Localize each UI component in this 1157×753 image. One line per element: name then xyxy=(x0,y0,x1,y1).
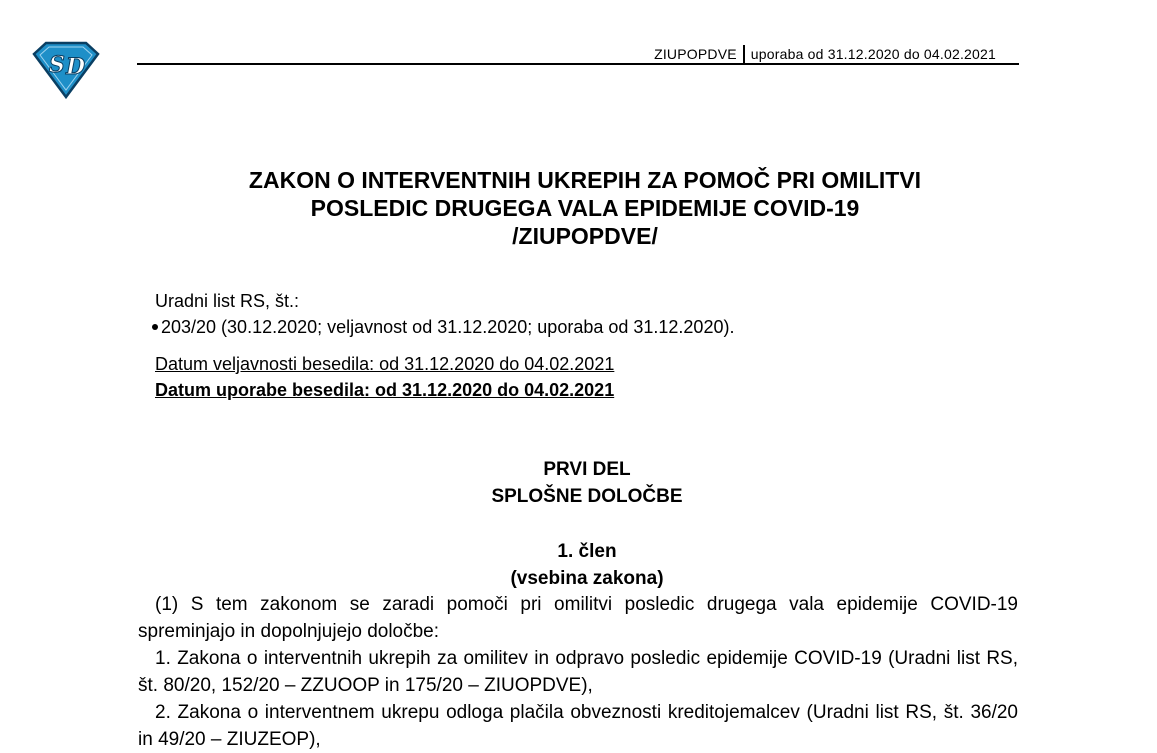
title-line-3: /ZIUPOPDVE/ xyxy=(512,223,658,249)
header-period: uporaba od 31.12.2020 do 04.02.2021 xyxy=(750,46,996,62)
title-line-2: POSLEDIC DRUGEGA VALA EPIDEMIJE COVID-19 xyxy=(310,195,860,221)
running-header xyxy=(540,45,996,63)
validity-date: Datum veljavnosti besedila: od 31.12.2020 do 04.02.2021 xyxy=(155,354,615,374)
part-number: PRVI DEL xyxy=(543,459,631,480)
bullet-icon xyxy=(152,324,158,330)
title-line-1: ZAKON O INTERVENTNIH UKREPIH ZA POMOČ PRI OMILITVI xyxy=(248,167,922,193)
article-body xyxy=(138,591,1018,753)
publication-item xyxy=(152,314,734,340)
article-number: 1. člen xyxy=(557,541,617,562)
article-heading xyxy=(300,538,874,592)
document-title xyxy=(160,166,1010,250)
part-name: SPLOŠNE DOLOČBE xyxy=(491,486,683,507)
svg-text:D: D xyxy=(66,54,86,80)
paragraph: 2. Zakona o interventnem ukrepu odloga plačila obveznosti kreditojemalcev (Uradni list RS, št. 36/20 in 49/20 – ZIUZEOP), xyxy=(138,702,1018,750)
header-abbrev: ZIUPOPDVE xyxy=(654,46,737,62)
publication-info xyxy=(155,288,734,340)
header-rule xyxy=(137,63,1019,65)
header-separator xyxy=(743,45,745,63)
publication-item-text: 203/20 (30.12.2020; veljavnost od 31.12.2020; uporaba od 31.12.2020). xyxy=(161,317,735,337)
part-heading xyxy=(300,456,874,510)
use-date: Datum uporabe besedila: od 31.12.2020 do 04.02.2021 xyxy=(155,380,615,400)
article-name: (vsebina zakona) xyxy=(510,568,664,589)
validity-info xyxy=(155,351,614,403)
paragraph: 1. Zakona o interventnih ukrepih za omilitev in odpravo posledic epidemije COVID-19 (Uradni list RS, št. 80/20, 152/20 – ZZUOOP in 175/20 – ZIUOPDVE), xyxy=(138,648,1018,696)
paragraph: (1) S tem zakonom se zaradi pomoči pri omilitvi posledic drugega vala epidemije COVID-19 spreminjajo in dopolnjujejo določbe: xyxy=(138,594,1018,642)
publication-label: Uradni list RS, št.: xyxy=(155,291,300,311)
shield-logo-icon xyxy=(30,40,102,100)
svg-text:S: S xyxy=(49,52,65,78)
